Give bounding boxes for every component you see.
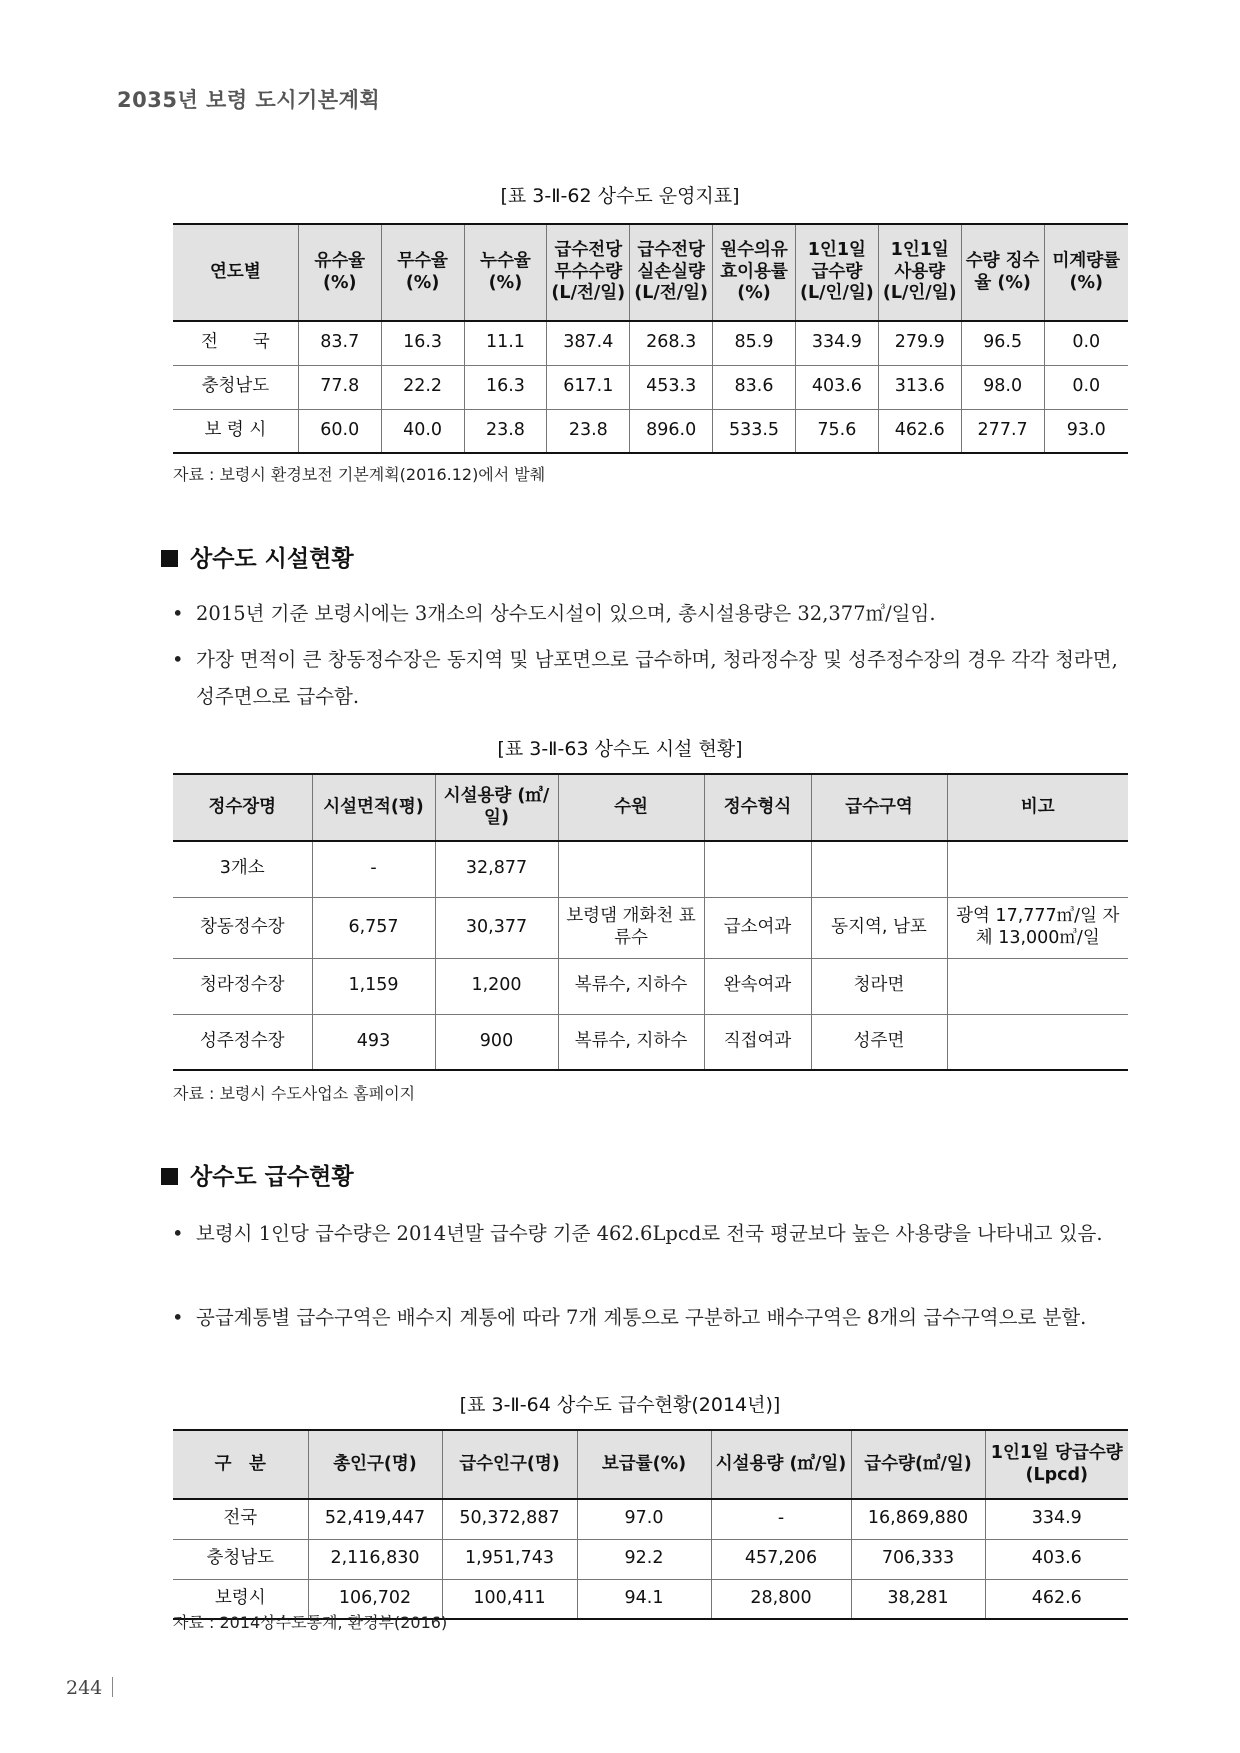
row-label-cell: 충청남도 (173, 365, 298, 409)
data-cell: 6,757 (312, 897, 435, 958)
data-cell: 277.7 (961, 409, 1044, 453)
header-cell: 비고 (947, 774, 1128, 841)
data-cell: 279.9 (878, 321, 961, 365)
header-cell: 급수량(㎥/일) (851, 1430, 985, 1499)
data-cell: 96.5 (961, 321, 1044, 365)
data-cell: 청라면 (811, 958, 947, 1014)
header-cell: 급수인구(명) (442, 1430, 577, 1499)
operation-indicators-table (173, 223, 1128, 454)
table-62-caption: [표 3-Ⅱ-62 상수도 운영지표] (500, 185, 740, 207)
data-cell: 16,869,880 (851, 1499, 985, 1539)
table-64-caption: [표 3-Ⅱ-64 상수도 급수현황(2014년)] (459, 1394, 781, 1416)
data-cell (947, 841, 1128, 897)
data-cell: 0.0 (1044, 321, 1128, 365)
header-cell: 정수형식 (704, 774, 811, 841)
header-cell: 원수의유 효이용률 (%) (713, 224, 796, 321)
data-cell: 83.7 (298, 321, 381, 365)
data-cell: 성주면 (811, 1014, 947, 1070)
data-cell: 동지역, 남포 (811, 897, 947, 958)
data-cell: - (312, 841, 435, 897)
table-row (173, 409, 1128, 453)
square-bullet-icon (161, 1168, 178, 1185)
bullet-dot-icon: • (172, 602, 184, 625)
data-cell: 83.6 (713, 365, 796, 409)
data-cell: 11.1 (464, 321, 547, 365)
header-cell: 시설용량 (㎥/일) (711, 1430, 851, 1499)
data-cell: 462.6 (878, 409, 961, 453)
water-supply-table (173, 1429, 1128, 1620)
data-cell: 457,206 (711, 1539, 851, 1579)
data-cell: 광역 17,777㎥/일 자체 13,000㎥/일 (947, 897, 1128, 958)
data-cell: 453.3 (630, 365, 713, 409)
section-title: 상수도 급수현황 (190, 1164, 354, 1190)
data-cell: 85.9 (713, 321, 796, 365)
data-cell (704, 841, 811, 897)
bullet-text: 가장 면적이 큰 창동정수장은 동지역 및 남포면으로 급수하며, 청라정수장 및 성주정수장의 경우 각각 청라면, 성주면으로 급수함. (196, 648, 1118, 708)
data-cell: 706,333 (851, 1539, 985, 1579)
row-label-cell: 창동정수장 (173, 897, 312, 958)
bullet-item (172, 1299, 1127, 1336)
data-cell: 533.5 (713, 409, 796, 453)
page-number-text: 244 (66, 1677, 103, 1699)
page-number-divider (112, 1677, 113, 1697)
header-cell: 수량 징수율 (%) (961, 224, 1044, 321)
row-label-cell: 보 령 시 (173, 409, 298, 453)
facility-status-table (173, 773, 1128, 1071)
running-header-title: 2035년 보령 도시기본계획 (117, 88, 381, 112)
data-cell: 38,281 (851, 1579, 985, 1619)
data-cell: 40.0 (381, 409, 464, 453)
header-cell: 시설용량 (㎥/일) (435, 774, 558, 841)
section-title: 상수도 시설현황 (190, 546, 354, 572)
header-cell: 무수율 (%) (381, 224, 464, 321)
data-cell: - (711, 1499, 851, 1539)
data-cell (947, 1014, 1128, 1070)
data-cell: 보령댐 개화천 표류수 (558, 897, 704, 958)
data-cell: 75.6 (795, 409, 878, 453)
data-cell: 복류수, 지하수 (558, 958, 704, 1014)
data-cell: 94.1 (577, 1579, 711, 1619)
table-row (173, 365, 1128, 409)
header-cell: 급수전당 실손실량 (L/전/일) (630, 224, 713, 321)
data-cell: 1,951,743 (442, 1539, 577, 1579)
section-heading-supply (161, 1158, 354, 1191)
data-cell: 93.0 (1044, 409, 1128, 453)
data-cell: 334.9 (985, 1499, 1128, 1539)
data-cell: 896.0 (630, 409, 713, 453)
data-cell: 복류수, 지하수 (558, 1014, 704, 1070)
data-cell: 100,411 (442, 1579, 577, 1619)
row-label-cell: 충청남도 (173, 1539, 308, 1579)
header-cell: 구 분 (173, 1430, 308, 1499)
data-cell: 403.6 (985, 1539, 1128, 1579)
data-cell (947, 958, 1128, 1014)
table-62-source: 자료 : 보령시 환경보전 기본계획(2016.12)에서 발췌 (173, 465, 546, 484)
data-cell: 23.8 (547, 409, 630, 453)
bullet-text: 보령시 1인당 급수량은 2014년말 급수량 기준 462.6Lpcd로 전국 평균보다 높은 사용량을 나타내고 있음. (196, 1222, 1103, 1245)
data-cell: 97.0 (577, 1499, 711, 1539)
header-cell: 급수구역 (811, 774, 947, 841)
row-label-cell: 성주정수장 (173, 1014, 312, 1070)
header-cell: 1인1일 당급수량(Lpcd) (985, 1430, 1128, 1499)
data-cell: 900 (435, 1014, 558, 1070)
table-63-caption: [표 3-Ⅱ-63 상수도 시설 현황] (497, 738, 743, 760)
data-cell: 106,702 (308, 1579, 442, 1619)
data-cell: 617.1 (547, 365, 630, 409)
data-cell: 23.8 (464, 409, 547, 453)
bullet-dot-icon: • (172, 1306, 184, 1329)
bullet-item (172, 641, 1127, 715)
data-cell: 313.6 (878, 365, 961, 409)
table-row (173, 1499, 1128, 1539)
header-cell: 시설면적(평) (312, 774, 435, 841)
data-cell: 직접여과 (704, 1014, 811, 1070)
data-cell: 268.3 (630, 321, 713, 365)
data-cell: 0.0 (1044, 365, 1128, 409)
row-label-cell: 보령시 (173, 1579, 308, 1619)
data-cell: 387.4 (547, 321, 630, 365)
table-row (173, 321, 1128, 365)
row-label-cell: 청라정수장 (173, 958, 312, 1014)
header-cell: 정수장명 (173, 774, 312, 841)
table-row (173, 1539, 1128, 1579)
header-cell: 미계량률 (%) (1044, 224, 1128, 321)
data-cell: 30,377 (435, 897, 558, 958)
square-bullet-icon (161, 550, 178, 567)
header-cell: 수원 (558, 774, 704, 841)
table-row (173, 897, 1128, 958)
data-cell: 완속여과 (704, 958, 811, 1014)
bullet-dot-icon: • (172, 648, 184, 671)
bullet-item (172, 1215, 1127, 1252)
data-cell: 1,200 (435, 958, 558, 1014)
table-row (173, 958, 1128, 1014)
data-cell: 32,877 (435, 841, 558, 897)
data-cell (558, 841, 704, 897)
row-label-cell: 전 국 (173, 321, 298, 365)
data-cell: 22.2 (381, 365, 464, 409)
data-cell: 334.9 (795, 321, 878, 365)
header-cell: 총인구(명) (308, 1430, 442, 1499)
row-label-cell: 3개소 (173, 841, 312, 897)
data-cell: 50,372,887 (442, 1499, 577, 1539)
data-cell: 77.8 (298, 365, 381, 409)
data-cell: 16.3 (464, 365, 547, 409)
section-heading-facilities (161, 540, 354, 573)
data-cell: 98.0 (961, 365, 1044, 409)
data-cell: 1,159 (312, 958, 435, 1014)
header-cell: 누수율 (%) (464, 224, 547, 321)
data-cell: 403.6 (795, 365, 878, 409)
bullet-dot-icon: • (172, 1222, 184, 1245)
table-64-source: 자료 : 2014상수도통계, 환경부(2016) (173, 1613, 448, 1632)
data-cell: 462.6 (985, 1579, 1128, 1619)
data-cell: 52,419,447 (308, 1499, 442, 1539)
bullet-text: 2015년 기준 보령시에는 3개소의 상수도시설이 있으며, 총시설용량은 32,377㎥/일임. (196, 602, 936, 625)
header-cell: 1인1일 급수량 (L/인/일) (795, 224, 878, 321)
table-row (173, 841, 1128, 897)
data-cell (811, 841, 947, 897)
bullet-text: 공급계통별 급수구역은 배수지 계통에 따라 7개 계통으로 구분하고 배수구역은 8개의 급수구역으로 분할. (196, 1306, 1087, 1329)
data-cell: 16.3 (381, 321, 464, 365)
data-cell: 28,800 (711, 1579, 851, 1619)
data-cell: 493 (312, 1014, 435, 1070)
data-cell: 급소여과 (704, 897, 811, 958)
page-number (66, 1677, 113, 1699)
data-cell: 92.2 (577, 1539, 711, 1579)
header-cell: 급수전당 무수수량 (L/전/일) (547, 224, 630, 321)
header-cell: 보급률(%) (577, 1430, 711, 1499)
header-cell: 유수율 (%) (298, 224, 381, 321)
row-label-cell: 전국 (173, 1499, 308, 1539)
table-row (173, 1014, 1128, 1070)
header-cell: 1인1일 사용량 (L/인/일) (878, 224, 961, 321)
data-cell: 2,116,830 (308, 1539, 442, 1579)
bullet-item (172, 595, 1127, 632)
table-63-source: 자료 : 보령시 수도사업소 홈페이지 (173, 1084, 416, 1103)
data-cell: 60.0 (298, 409, 381, 453)
header-cell: 연도별 (173, 224, 298, 321)
